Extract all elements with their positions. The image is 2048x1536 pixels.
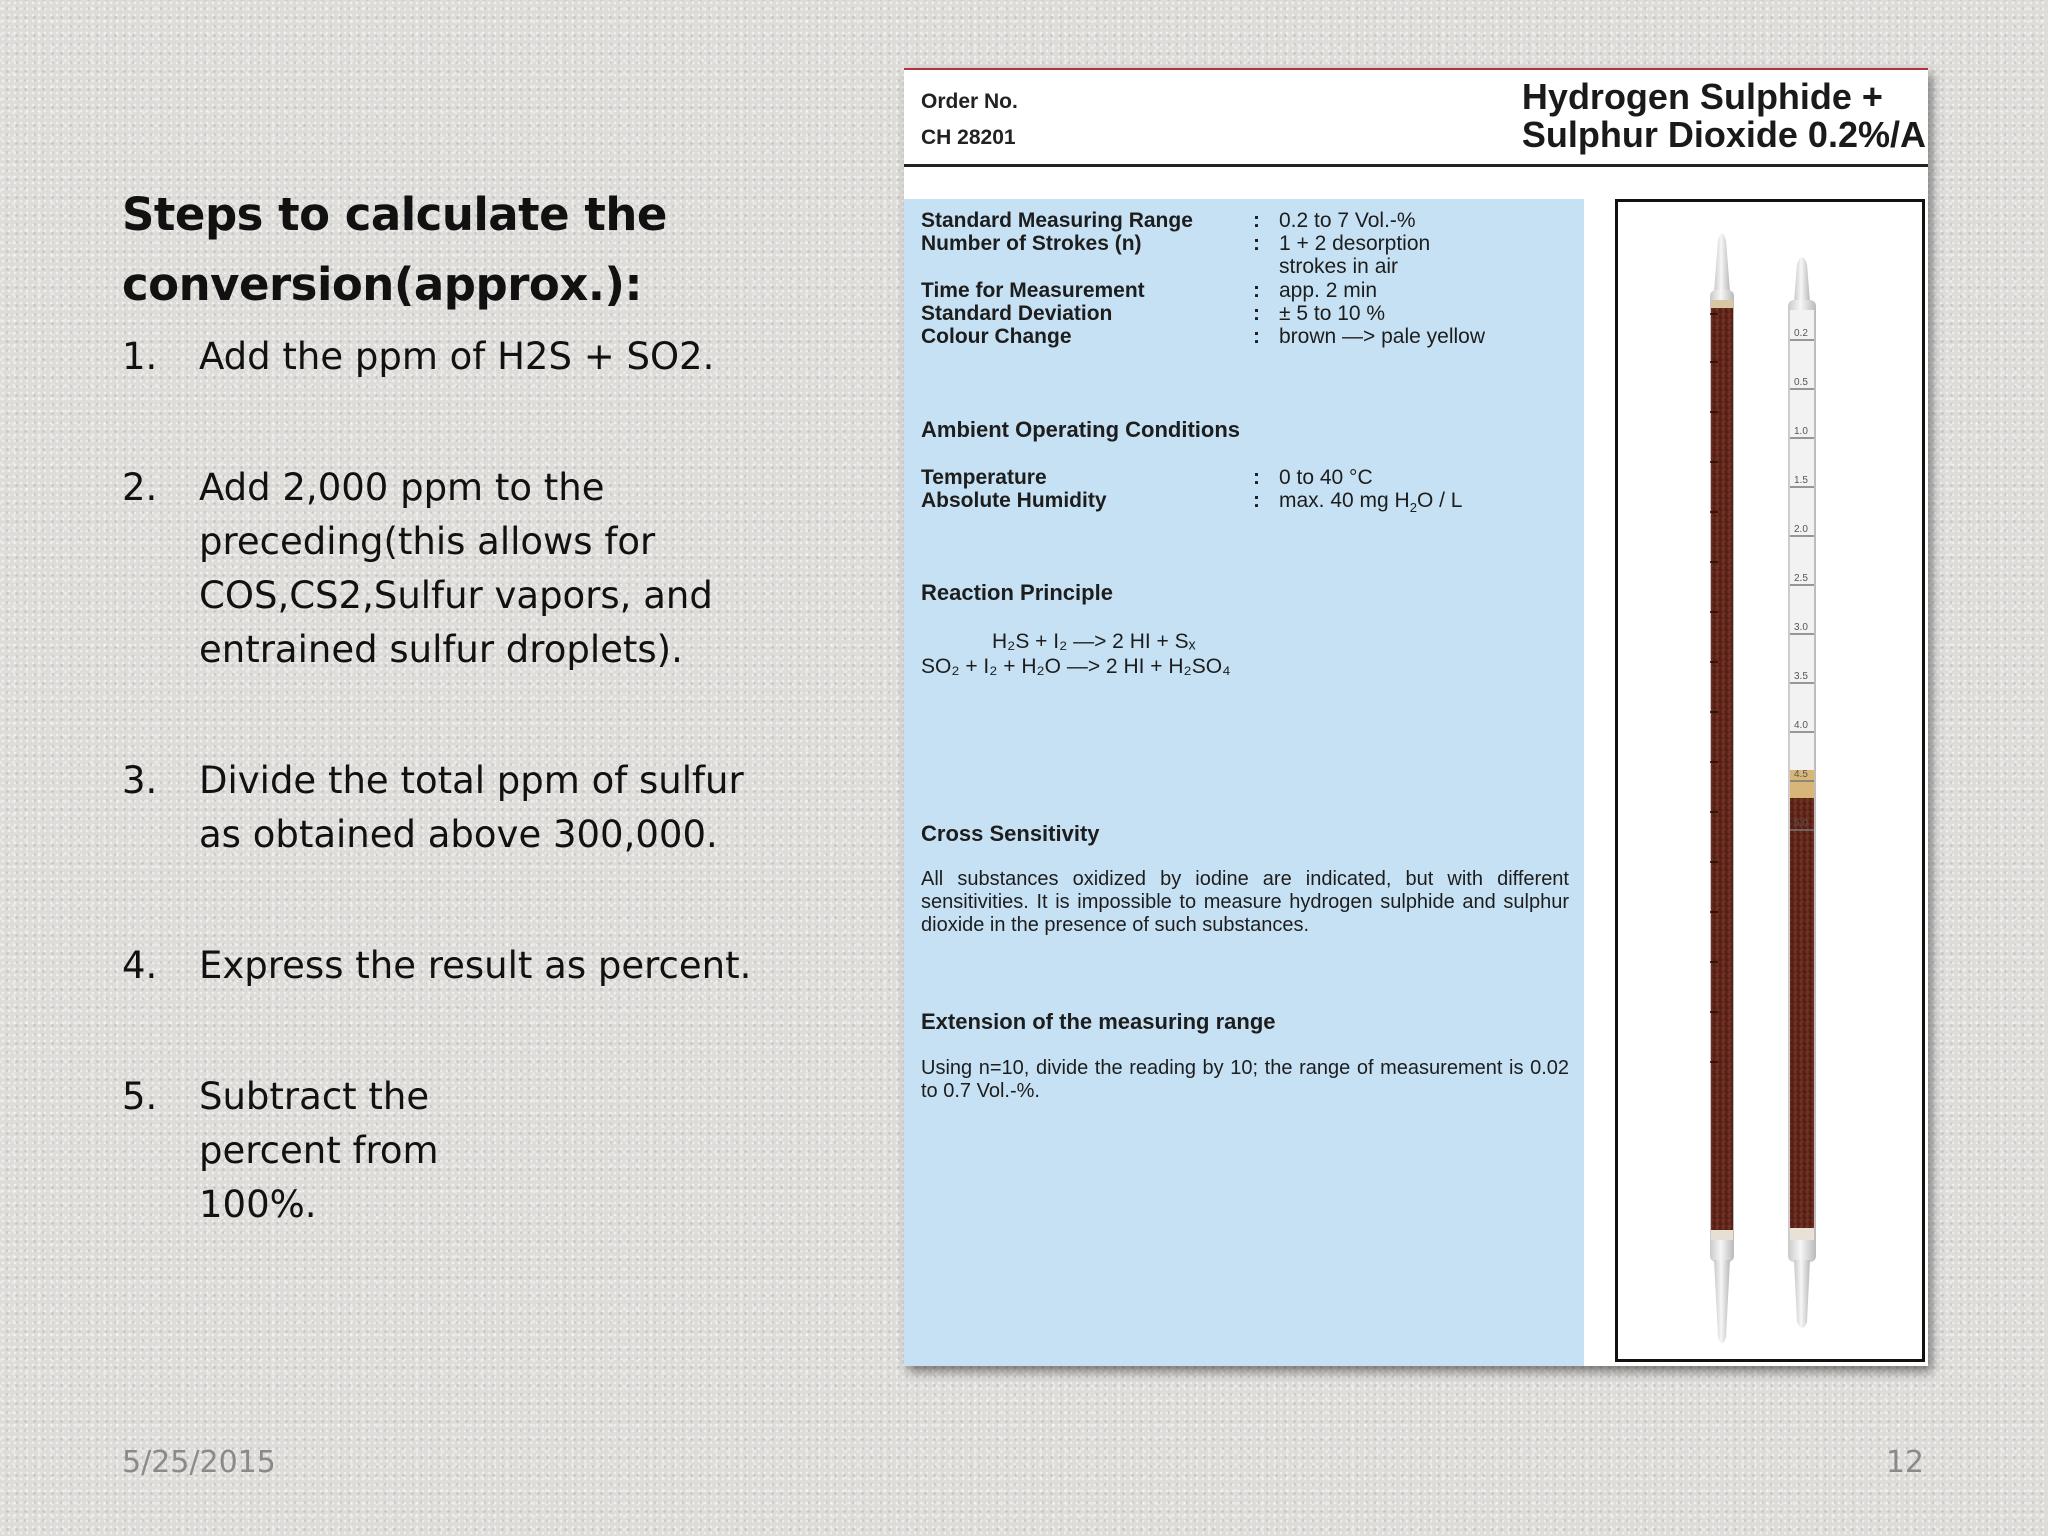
step-number: 3. (122, 759, 158, 802)
step-item (122, 330, 762, 384)
spec-label: Colour Change (921, 325, 1072, 348)
spec-value: 1 + 2 desorption (1279, 232, 1431, 255)
detector-tubes-image (1618, 202, 1922, 1359)
humidity-pre: max. 40 mg H (1279, 489, 1410, 512)
scale-label: 0.5 (1794, 377, 1808, 388)
step-item (122, 754, 762, 862)
cross-sensitivity-heading: Cross Sensitivity (921, 821, 1100, 846)
step-item (122, 1070, 762, 1232)
spec-value: ± 5 to 10 % (1279, 302, 1386, 325)
step-number: 4. (122, 944, 158, 987)
spec-value: strokes in air (1279, 255, 1399, 278)
tube-with-scale (1788, 257, 1816, 1328)
spec-value: app. 2 min (1279, 279, 1378, 302)
step-text: Subtract the percent from 100%. (199, 1075, 439, 1226)
scale-label: 2.0 (1794, 524, 1808, 535)
slide-page-number: 12 (1885, 1445, 1924, 1480)
step-number: 1. (122, 335, 158, 378)
ambient-colon: : (1253, 466, 1260, 489)
datasheet-title (1522, 78, 1926, 154)
scale-label: 3.0 (1794, 622, 1808, 633)
step-text: Divide the total ppm of sulfur as obtained above 300,000. (199, 759, 744, 856)
datasheet-title-line2: Sulphur Dioxide 0.2%/A (1521, 114, 1926, 155)
slide-content (122, 180, 762, 1232)
extension-heading: Extension of the measuring range (921, 1009, 1276, 1034)
spec-label: Standard Deviation (921, 302, 1113, 325)
ambient-colon: : (1253, 489, 1260, 512)
tube-photo-frame (1615, 199, 1925, 1362)
spec-value: 0.2 to 7 Vol.-% (1279, 209, 1416, 232)
spec-colon: : (1253, 209, 1260, 232)
ambient-value: 0 to 40 °C (1279, 466, 1373, 489)
ambient-heading: Ambient Operating Conditions (921, 417, 1240, 442)
order-label: Order No. (921, 90, 1018, 113)
humidity-sub: 2 (1409, 500, 1417, 516)
tube-unused (1710, 234, 1734, 1344)
cross-sensitivity-text: All substances oxidized by iodine are indicated, but with different sensitivities. It is impossible to measure hydrogen sulphide and sulphur dioxide in the presence of such substances. (921, 868, 1569, 936)
spec-colon: : (1253, 302, 1260, 325)
ambient-value (1279, 489, 1462, 515)
reaction-heading: Reaction Principle (921, 580, 1113, 605)
spec-colon: : (1253, 325, 1260, 348)
spec-colon: : (1253, 232, 1260, 255)
scale-label: 2.5 (1794, 573, 1808, 584)
step-text: Express the result as percent. (199, 944, 752, 987)
scale-label: 0.2 (1794, 328, 1808, 339)
scale-label: 1.5 (1794, 475, 1808, 486)
slide-title: Steps to calculate the conversion(approx.): (122, 188, 667, 311)
reaction-equation-1: H₂S + I₂ —> 2 HI + Sₓ (992, 630, 1196, 653)
datasheet-header (904, 70, 1928, 167)
scale-label: 3.5 (1794, 671, 1808, 682)
humidity-post: O / L (1416, 489, 1463, 512)
step-number: 5. (122, 1075, 158, 1118)
steps-list (122, 330, 762, 1232)
spec-value: brown —> pale yellow (1279, 325, 1486, 348)
spec-label: Standard Measuring Range (921, 209, 1193, 232)
step-text: Add 2,000 ppm to the preceding(this allows for COS,CS2,Sulfur vapors, and entrained sulfur droplets). (199, 466, 713, 671)
step-item (122, 461, 762, 677)
scale-label: 1.0 (1794, 426, 1808, 437)
ambient-label: Absolute Humidity (921, 489, 1107, 512)
spec-colon: : (1253, 279, 1260, 302)
reaction-equation-2: SO₂ + I₂ + H₂O —> 2 HI + H₂SO₄ (921, 655, 1231, 678)
spec-panel (904, 199, 1584, 1366)
scale-label: 5.0 (1794, 818, 1808, 829)
step-item (122, 939, 762, 993)
extension-text: Using n=10, divide the reading by 10; the range of measurement is 0.02 to 0.7 Vol.-%. (921, 1057, 1569, 1102)
order-number: CH 28201 (921, 126, 1016, 149)
spec-label: Number of Strokes (n) (921, 232, 1142, 255)
datasheet-title-line1: Hydrogen Sulphide + (1521, 76, 1883, 117)
scale-label: 4.5 (1794, 769, 1808, 780)
datasheet-image (904, 68, 1928, 1366)
spec-label: Time for Measurement (921, 279, 1145, 302)
scale-label: 4.0 (1794, 720, 1808, 731)
slide-date: 5/25/2015 (122, 1445, 276, 1480)
step-number: 2. (122, 466, 158, 509)
ambient-label: Temperature (921, 466, 1047, 489)
step-text: Add the ppm of H2S + SO2. (199, 335, 715, 378)
